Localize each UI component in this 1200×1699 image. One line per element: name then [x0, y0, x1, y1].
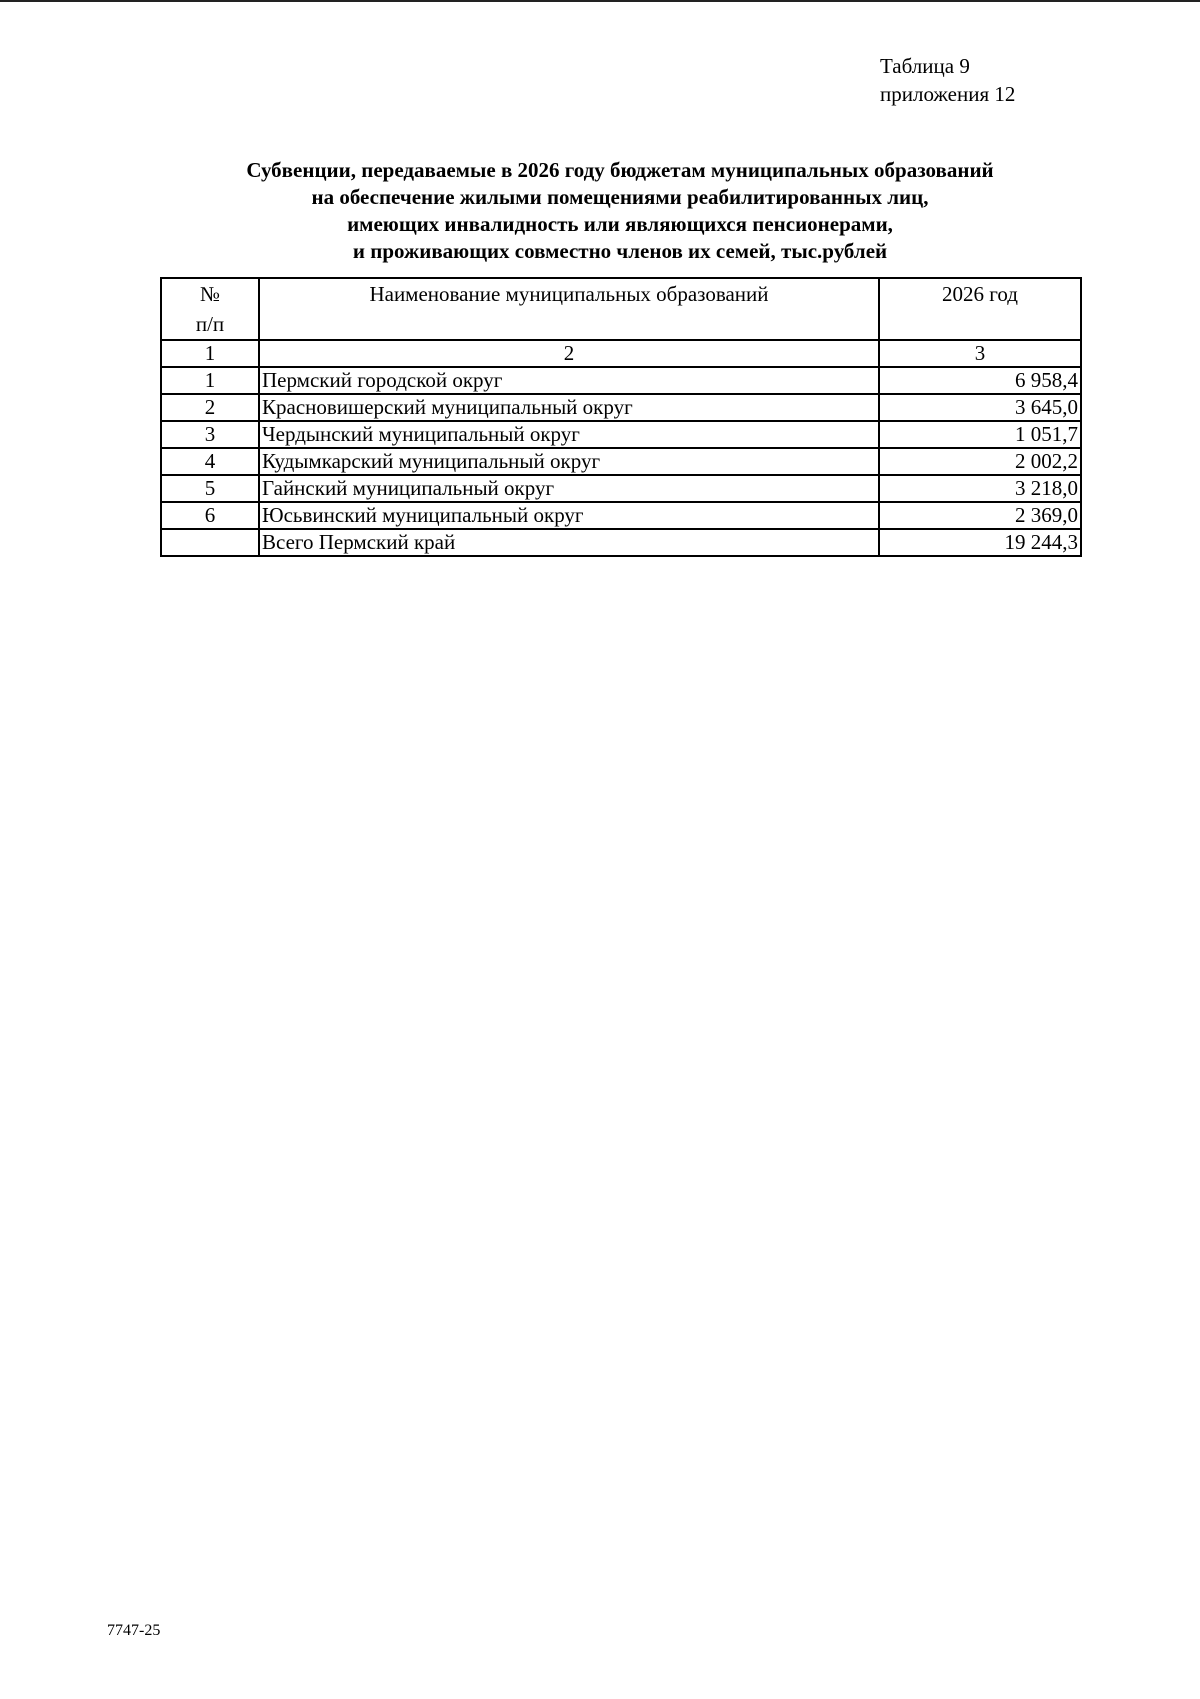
row-value: 3 645,0 — [879, 394, 1081, 421]
document-code: 7747-25 — [107, 1622, 161, 1639]
title-line: имеющих инвалидность или являющихся пенсионерами, — [347, 212, 893, 236]
table-number: Таблица 9 — [880, 54, 970, 78]
column-number: 1 — [161, 340, 259, 367]
row-number: 5 — [161, 475, 259, 502]
total-row — [161, 529, 1081, 556]
total-value: 19 244,3 — [879, 529, 1081, 556]
row-name: Пермский городской округ — [259, 367, 879, 394]
header-year: 2026 год — [879, 278, 1081, 340]
row-value: 1 051,7 — [879, 421, 1081, 448]
table-reference — [880, 52, 1015, 108]
table-row — [161, 448, 1081, 475]
row-value: 3 218,0 — [879, 475, 1081, 502]
row-name: Юсьвинский муниципальный округ — [259, 502, 879, 529]
row-name: Красновишерский муниципальный округ — [259, 394, 879, 421]
table-row — [161, 475, 1081, 502]
scan-top-edge — [0, 0, 1200, 2]
row-number: 2 — [161, 394, 259, 421]
row-value: 2 002,2 — [879, 448, 1081, 475]
row-name: Кудымкарский муниципальный округ — [259, 448, 879, 475]
title-line: и проживающих совместно членов их семей, тыс.рублей — [352, 239, 888, 263]
row-name: Чердынский муниципальный округ — [259, 421, 879, 448]
row-number: 3 — [161, 421, 259, 448]
column-numbers-row — [161, 340, 1081, 367]
column-number: 3 — [879, 340, 1081, 367]
row-number: 1 — [161, 367, 259, 394]
title-line: на обеспечение жилыми помещениями реабилитированных лиц, — [311, 185, 929, 209]
table-row — [161, 502, 1081, 529]
row-number: 4 — [161, 448, 259, 475]
table-row — [161, 394, 1081, 421]
header-number — [161, 278, 259, 340]
column-number: 2 — [259, 340, 879, 367]
table-row — [161, 367, 1081, 394]
row-name: Гайнский муниципальный округ — [259, 475, 879, 502]
total-name: Всего Пермский край — [259, 529, 879, 556]
subsidies-table — [160, 277, 1082, 557]
row-value: 6 958,4 — [879, 367, 1081, 394]
table-header-row — [161, 278, 1081, 340]
row-value: 2 369,0 — [879, 502, 1081, 529]
table-row — [161, 421, 1081, 448]
header-name: Наименование муниципальных образований — [259, 278, 879, 340]
header-number-symbol: № — [199, 282, 221, 306]
document-title — [150, 157, 1090, 265]
title-line: Субвенции, передаваемые в 2026 году бюджетам муниципальных образований — [246, 158, 994, 182]
appendix-number: приложения 12 — [880, 82, 1016, 106]
row-number: 6 — [161, 502, 259, 529]
header-number-abbrev: п/п — [195, 312, 225, 336]
total-number — [161, 529, 259, 556]
